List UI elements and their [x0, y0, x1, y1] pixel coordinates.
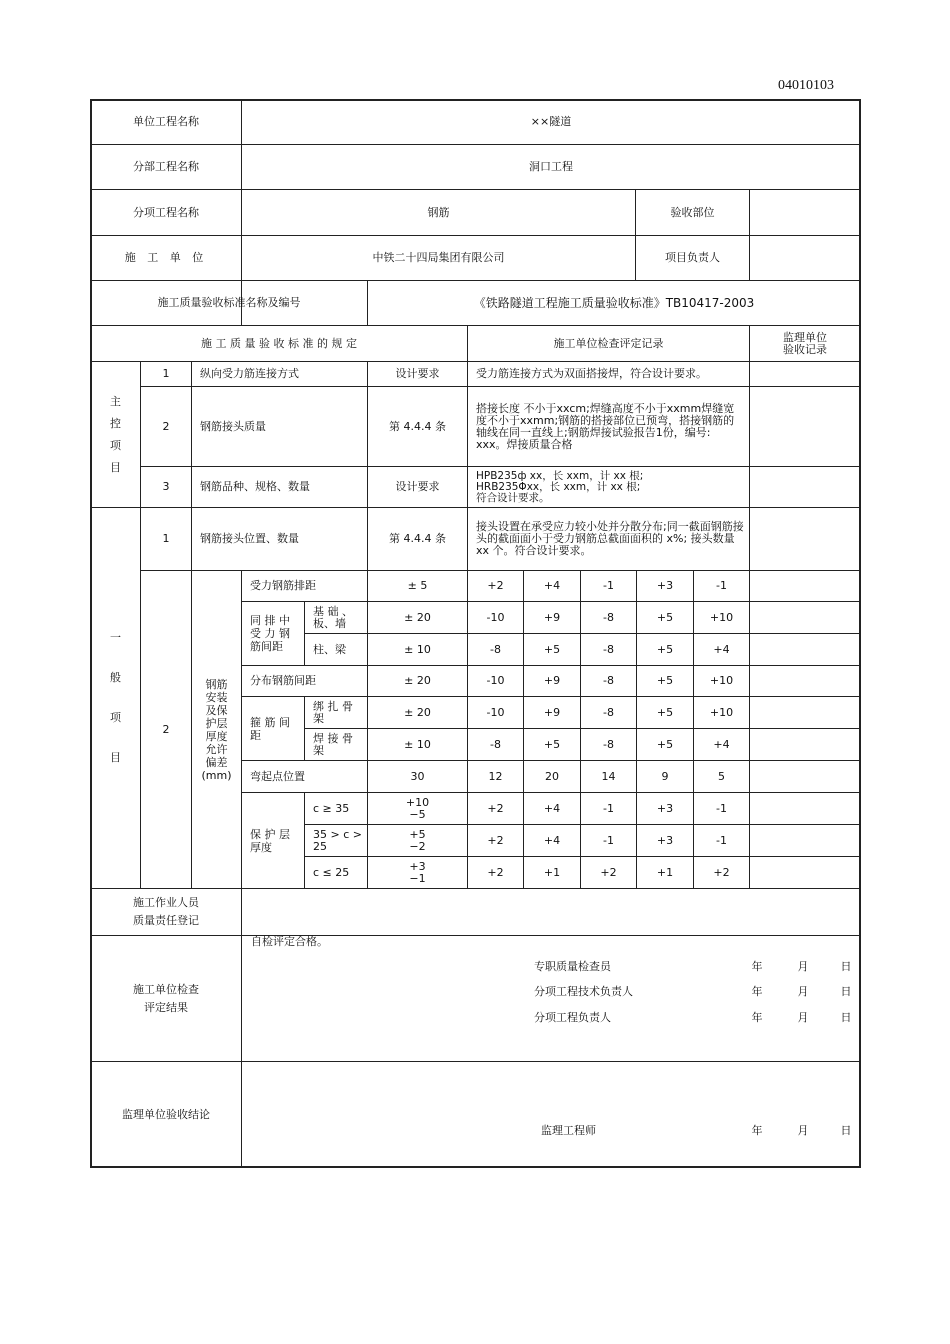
supervisor-signer: 监理工程师: [541, 1124, 596, 1137]
acceptance-part-label: 验收部位: [670, 205, 715, 219]
date-month-2: 月: [797, 985, 809, 998]
measured-value-cell: 9: [661, 769, 669, 783]
measured-value-cell: +5: [656, 610, 674, 624]
dev-r10-tol: +3 −1: [409, 859, 426, 885]
measured-value-cell: -8: [490, 642, 501, 656]
general-row-1-std: 第 4.4.4 条: [389, 532, 446, 545]
division-value: 洞口工程: [529, 160, 573, 173]
standard-value: 《铁路隧道工程施工质量验收标准》TB10417-2003: [473, 296, 755, 310]
supervisor-date-month: 月: [797, 1124, 809, 1137]
measured-value-cell: -1: [603, 801, 614, 815]
measured-value-cell: -8: [490, 737, 501, 751]
general-row-2-no: 2: [162, 722, 170, 736]
self-check-label: 施工单位检查 评定结果: [133, 982, 199, 1014]
dev-r1-item: 受力钢筋排距: [250, 579, 316, 592]
general-row-1-item: 钢筋接头位置、数量: [200, 532, 299, 545]
deviation-group-label: 钢筋 安装 及保 护层 厚度 允许 偏差 (mm): [201, 677, 232, 782]
date-year-2: 年: [751, 985, 763, 998]
measured-value-cell: -8: [603, 642, 614, 656]
contractor-label: 施 工 单 位: [124, 251, 208, 264]
measured-value-cell: +5: [656, 705, 674, 719]
main-row-3-item: 钢筋品种、规格、数量: [200, 480, 310, 493]
main-row-2-item: 钢筋接头质量: [200, 419, 266, 433]
date-year-1: 年: [751, 960, 763, 973]
supervisor-date-day: 日: [840, 1124, 852, 1137]
dev-cover-group: 保 护 层 厚度: [250, 827, 290, 854]
measured-value-cell: -1: [603, 833, 614, 847]
measured-value-cell: +5: [543, 642, 561, 656]
date-day-2: 日: [840, 985, 852, 998]
supervisor-date-year: 年: [751, 1124, 763, 1137]
main-row-2-std: 第 4.4.4 条: [389, 419, 446, 433]
main-row-1-record: 受力筋连接方式为双面搭接焊，符合设计要求。: [476, 367, 707, 380]
unit-project-value: ××隧道: [530, 115, 572, 128]
project-manager-value[interactable]: [750, 236, 860, 280]
column-contractor-record: 施工单位检查评定记录: [553, 336, 664, 350]
measured-value-cell: +10: [709, 705, 734, 719]
contractor-value: 中铁二十四局集团有限公司: [372, 251, 505, 264]
main-row-2-no: 2: [162, 419, 170, 433]
workers-label: 施工作业人员 质量责任登记: [133, 896, 199, 927]
measured-value-cell: -1: [716, 833, 727, 847]
supervisor-label: 监理单位验收结论: [122, 1107, 210, 1121]
measured-value-cell: +2: [487, 579, 504, 592]
measured-value-cell: +2: [600, 865, 617, 879]
subitem-value: 钢筋: [427, 205, 450, 219]
measured-value-cell: +3: [656, 833, 674, 847]
dev-r3-item: 柱、梁: [313, 642, 346, 656]
measured-value-cell: -8: [603, 705, 614, 719]
dev-r6-tol: ± 10: [404, 737, 431, 751]
measured-value-cell: +3: [656, 579, 674, 592]
measured-value-cell: +5: [656, 737, 674, 751]
measured-value-cell: +9: [543, 674, 561, 687]
signer-subitem-lead: 分项工程负责人: [534, 1011, 611, 1024]
main-row-1-no: 1: [162, 367, 170, 380]
main-row-2-record: 搭接长度 不小于xxcm;焊缝高度不小于xxmm焊缝宽度不小于xxmm;钢筋的搭接部位已预弯，搭接钢筋的轴线在同一直线上;钢筋焊接试验报告1份，编号: xxx。焊接质量合格: [476, 401, 735, 451]
measured-value-cell: -8: [603, 737, 614, 751]
dev-same-row-group: 同 排 中 受 力 钢 筋间距: [250, 614, 290, 653]
measured-value-cell: +4: [543, 579, 561, 592]
general-items-group-label: 一 般 项 目: [110, 631, 121, 764]
measured-value-cell: +9: [543, 705, 561, 719]
signer-technical-lead: 分项工程技术负责人: [534, 985, 633, 998]
measured-value-cell: +5: [656, 642, 674, 656]
measured-value-cell: +5: [543, 737, 561, 751]
dev-r1-tol: ± 5: [407, 579, 428, 592]
division-label: 分部工程名称: [133, 160, 199, 173]
main-items-group-label: 主 控 项 目: [110, 394, 121, 474]
measured-value-cell: +1: [656, 865, 674, 879]
measured-value-cell: +4: [713, 737, 730, 751]
measured-value-cell: +4: [543, 833, 561, 847]
measured-value-cell: +10: [709, 674, 734, 687]
project-manager-label: 项目负责人: [665, 251, 720, 264]
acceptance-part-value[interactable]: [750, 190, 860, 235]
standard-label: 施工质量验收标准名称及编号: [157, 296, 301, 309]
dev-r8-item: c ≥ 35: [313, 801, 350, 815]
dev-r10-item: c ≤ 25: [313, 865, 350, 879]
measured-value-cell: -8: [603, 674, 614, 687]
date-day-1: 日: [840, 960, 852, 973]
main-row-1-std: 设计要求: [395, 367, 440, 380]
measured-value-cell: +4: [543, 801, 561, 815]
measured-value-cell: 20: [545, 769, 559, 783]
dev-r6-item: 焊 接 骨 架: [313, 731, 353, 757]
measured-value-cell: +9: [543, 610, 561, 624]
main-row-3-std: 设计要求: [395, 480, 440, 493]
column-supervisor-record: 监理单位 验收记录: [783, 330, 827, 356]
date-day-3: 日: [840, 1011, 852, 1024]
dev-r2-tol: ± 20: [404, 610, 431, 624]
measured-value-cell: +4: [713, 642, 730, 656]
dev-r9-item: 35 > c > 25: [313, 827, 362, 853]
measured-value-cell: 5: [718, 769, 725, 783]
dev-r8-tol: +10 −5: [405, 795, 430, 821]
dev-r5-item: 绑 扎 骨 架: [313, 699, 353, 725]
date-month-3: 月: [797, 1011, 809, 1024]
measured-value-cell: +2: [487, 801, 504, 815]
measured-value-cell: -1: [716, 801, 727, 815]
measured-value-cell: +2: [487, 865, 504, 879]
measured-value-cell: -1: [716, 579, 727, 592]
measured-value-cell: -10: [486, 705, 505, 719]
subitem-label: 分项工程名称: [133, 205, 199, 219]
unit-project-label: 单位工程名称: [133, 115, 199, 128]
general-row-1-no: 1: [162, 532, 170, 545]
measured-value-cell: 12: [488, 769, 503, 783]
dev-r7-tol: 30: [410, 769, 425, 783]
dev-r4-tol: ± 20: [404, 674, 431, 687]
dev-r3-tol: ± 10: [404, 642, 431, 656]
dev-r4-item: 分布钢筋间距: [250, 674, 316, 687]
measured-value-cell: +10: [709, 610, 734, 624]
dev-r7-item: 弯起点位置: [250, 769, 305, 783]
date-year-3: 年: [751, 1011, 763, 1024]
dev-r5-tol: ± 20: [404, 705, 431, 719]
measured-value-cell: +2: [487, 833, 504, 847]
measured-value-cell: +5: [656, 674, 674, 687]
measured-value-cell: -1: [603, 579, 614, 592]
dev-stirrup-group: 箍 筋 间 距: [250, 715, 290, 742]
measured-value-cell: -10: [486, 610, 505, 624]
measured-value-cell: 14: [601, 769, 616, 783]
signer-quality-inspector: 专职质量检查员: [534, 960, 611, 973]
dev-r9-tol: +5 −2: [409, 827, 426, 853]
main-row-3-no: 3: [162, 480, 170, 493]
measured-value-cell: +2: [713, 865, 730, 879]
measured-value-cell: +1: [543, 865, 561, 879]
date-month-1: 月: [797, 960, 809, 973]
main-row-3-record: HPB235ф xx，长 xxm，计 xx 根; HRB235Φxx，长 xxm，计 xx 根; 符合设计要求。: [476, 469, 644, 504]
workers-value[interactable]: [242, 889, 860, 935]
measured-value-cell: -10: [486, 674, 505, 687]
self-check-result: 自检评定合格。: [251, 935, 328, 948]
general-row-1-record: 接头设置在承受应力较小处并分散分布;同一截面钢筋接头的截面面小于受力钢筋总截面面积的 x%; 接头数量 xx 个。符合设计要求。: [476, 520, 744, 557]
main-row-1-item: 纵向受力筋连接方式: [200, 367, 299, 380]
measured-value-cell: +3: [656, 801, 674, 815]
dev-r2-item: 基 础 、 板、墙: [313, 604, 353, 630]
document-number: 04010103: [778, 78, 834, 93]
column-rules: 施 工 质 量 验 收 标 准 的 规 定: [201, 336, 357, 350]
measured-value-cell: -8: [603, 610, 614, 624]
